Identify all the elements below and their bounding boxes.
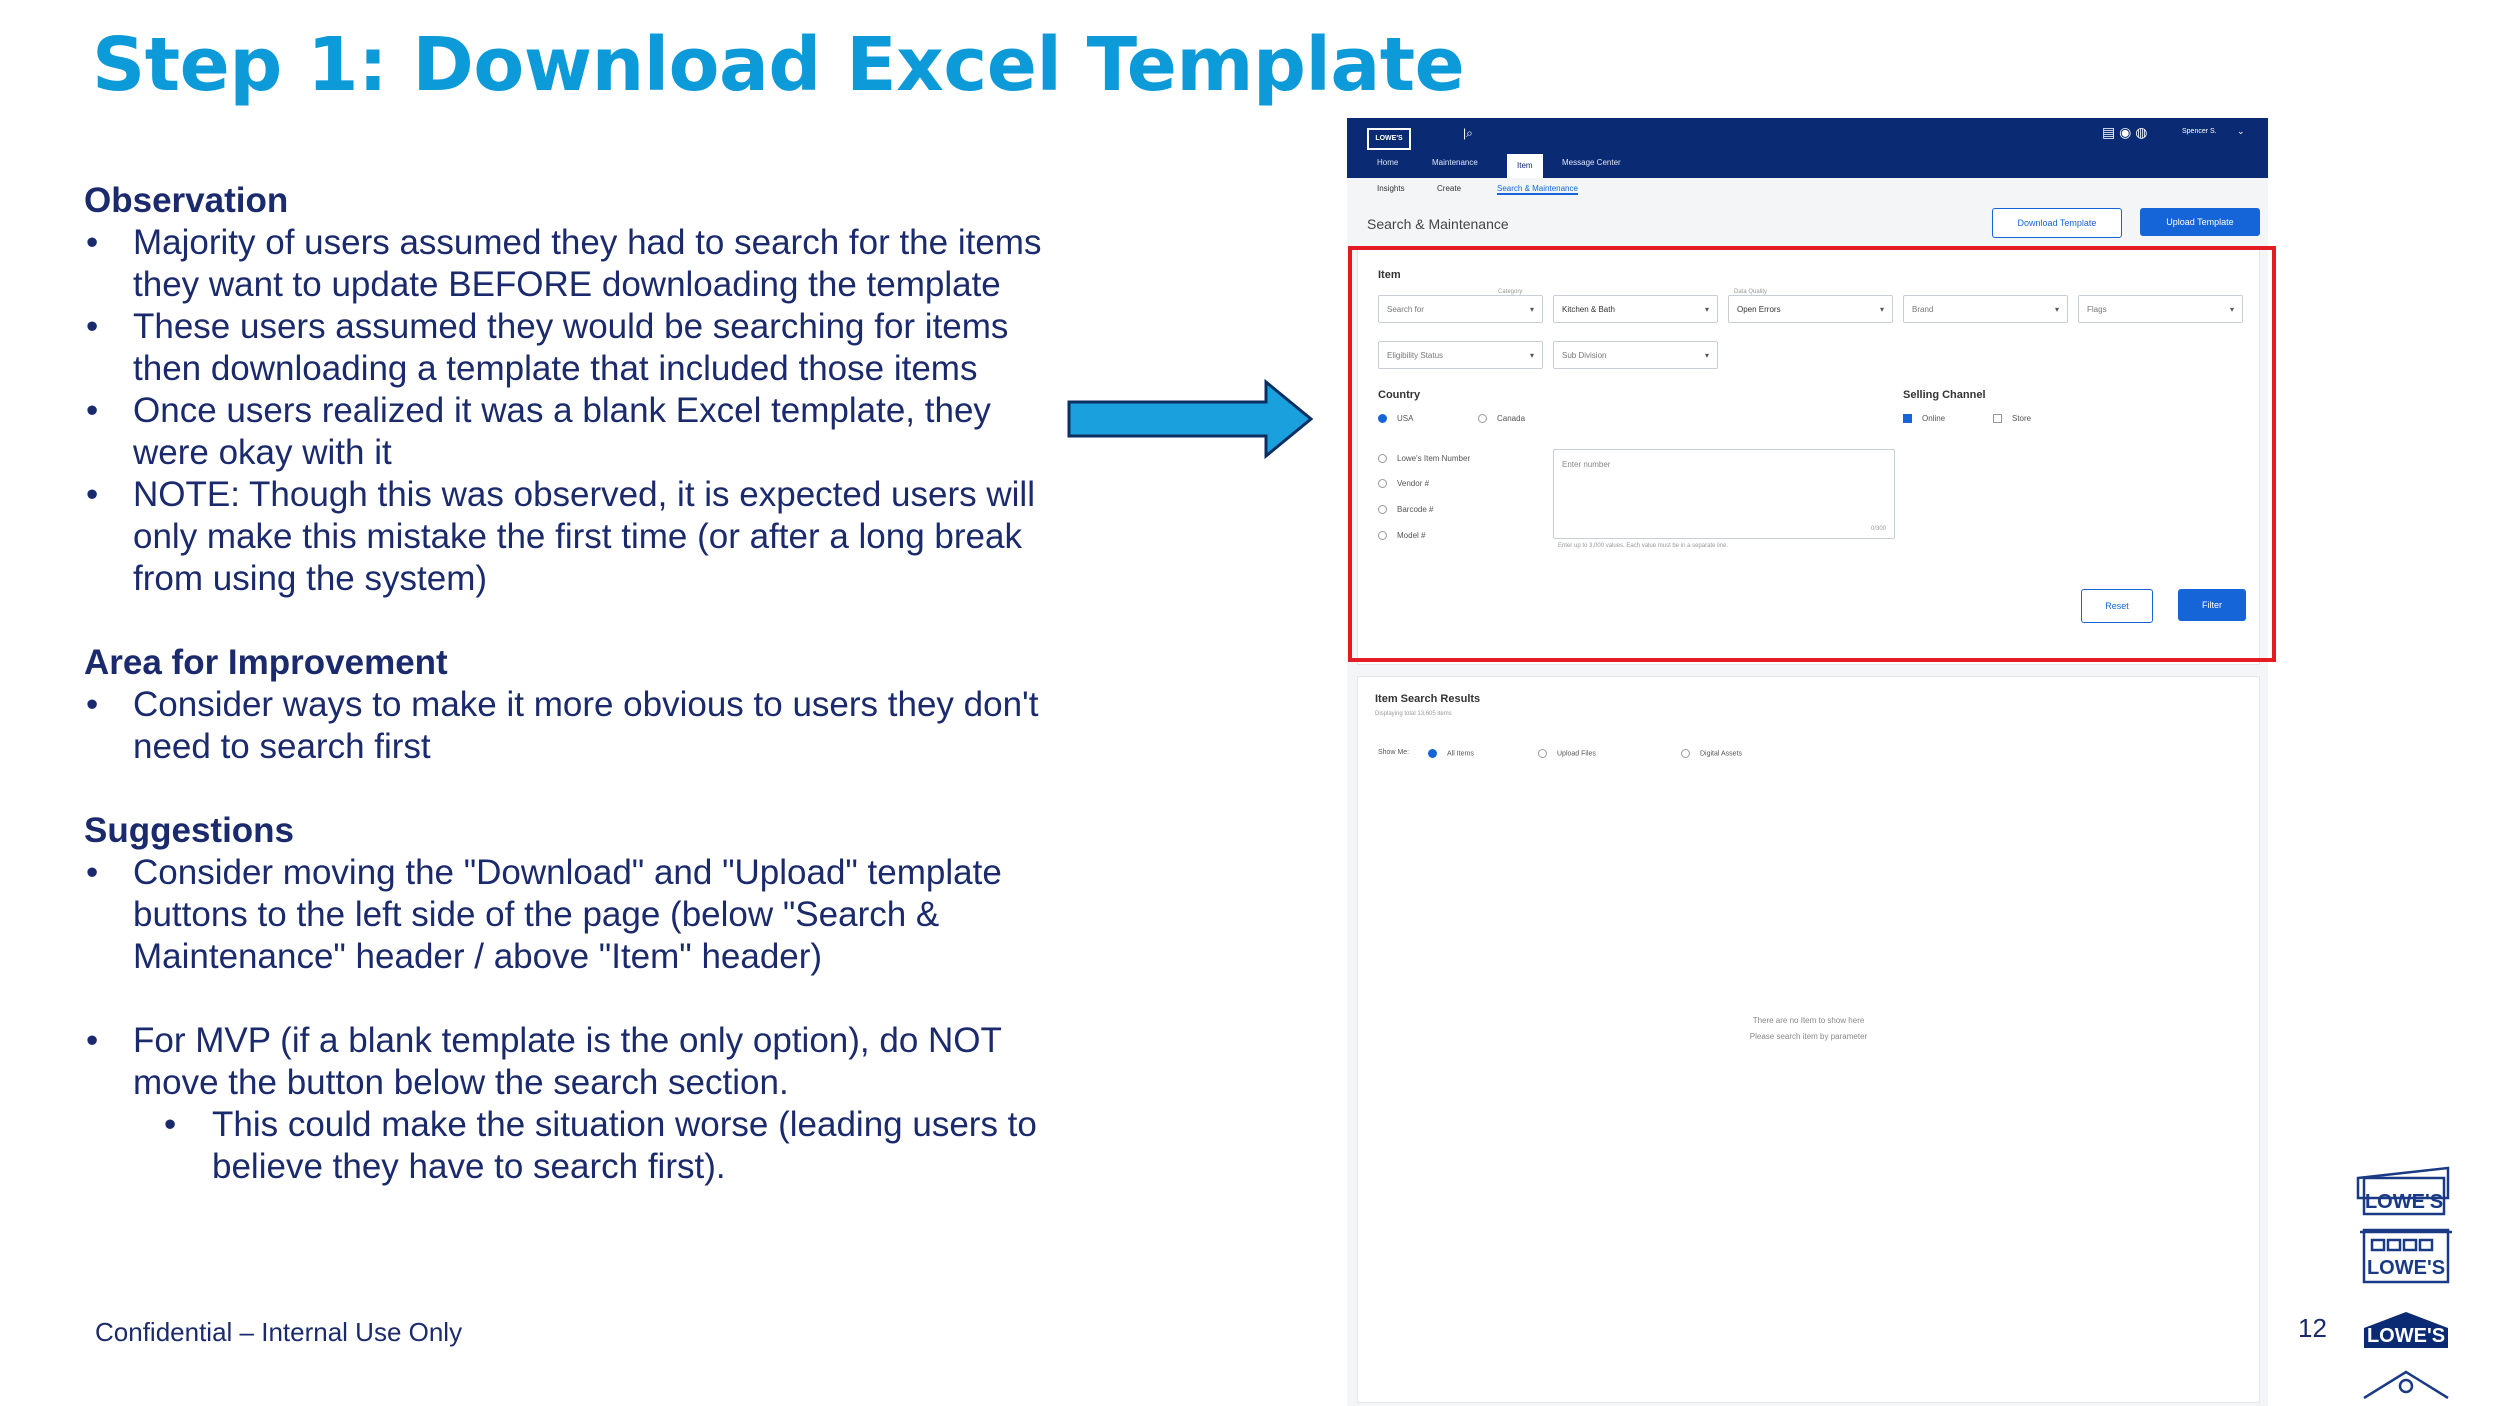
online-checkbox[interactable]: Online <box>1903 414 1945 423</box>
results-count: Displaying total 13,605 items <box>1375 711 1452 717</box>
all-items-radio[interactable]: All Items <box>1428 749 1474 758</box>
confidential-footer: Confidential – Internal Use Only <box>95 1317 463 1347</box>
results-card <box>1357 676 2260 1403</box>
country-usa-radio[interactable]: USA <box>1378 414 1413 423</box>
download-template-button[interactable]: Download Template <box>1992 208 2122 238</box>
list-item: • NOTE: Though this was observed, it is expected users will only make this mistake the first time (or after a long break from using the system) <box>86 475 1035 598</box>
app-topbar <box>1347 118 2268 178</box>
reset-button[interactable]: Reset <box>2081 589 2153 623</box>
list-item: • These users assumed they would be searching for items then downloading a template that included those items <box>86 307 1009 388</box>
page-number: 12 <box>2298 1313 2327 1343</box>
search-icon[interactable]: |⌕ <box>1463 126 1473 140</box>
country-canada-radio[interactable]: Canada <box>1478 414 1525 423</box>
eligibility-status-select[interactable]: Eligibility Status ▾ <box>1378 341 1543 369</box>
brand-select[interactable]: Brand ▾ <box>1903 295 2068 323</box>
upload-files-radio[interactable]: Upload Files <box>1538 749 1596 758</box>
selling-channel-label: Selling Channel <box>1903 389 1986 401</box>
list-item: • Consider ways to make it more obvious to users they don't need to search first <box>86 685 1039 766</box>
vendor-radio[interactable]: Vendor # <box>1378 479 1429 488</box>
lowes-house-logo <box>2364 1372 2448 1398</box>
flags-select[interactable]: Flags ▾ <box>2078 295 2243 323</box>
svg-text:LOWE'S: LOWE'S <box>2364 1191 2444 1213</box>
notification-icon[interactable]: ▤ ◉ ◍ <box>2102 124 2148 140</box>
improvement-heading: Area for Improvement <box>84 643 448 682</box>
empty-state: There are no Item to show here Please search item by parameter <box>1749 1016 1868 1041</box>
lowes-logo: LOWE'S <box>1367 128 1411 150</box>
sub-division-select[interactable]: Sub Division ▾ <box>1553 341 1718 369</box>
observation-heading: Observation <box>84 181 289 220</box>
observation-list <box>84 222 1044 600</box>
model-radio[interactable]: Model # <box>1378 531 1425 540</box>
subnav-insights[interactable]: Insights <box>1377 184 1405 193</box>
user-name[interactable]: Spencer S. <box>2182 128 2217 135</box>
list-item: • For MVP (if a blank template is the only option), do NOT move the button below the search section. <box>86 1021 1002 1102</box>
list-item: • Consider moving the "Download" and "Upload" template buttons to the left side of the page (below "Search & Maintenance" header / above "Item" header) <box>86 853 1002 976</box>
suggestions-heading: Suggestions <box>84 811 295 850</box>
nav-maintenance[interactable]: Maintenance <box>1432 158 1478 167</box>
list-item: • Once users realized it was a blank Excel template, they were okay with it <box>86 391 991 472</box>
data-quality-select[interactable]: Open Errors ▾ <box>1728 295 1893 323</box>
sub-list-item: • This could make the situation worse (leading users to believe they have to search first). <box>164 1105 1037 1186</box>
svg-text:LOWE'S: LOWE'S <box>2366 1257 2446 1279</box>
nav-message-center[interactable]: Message Center <box>1562 158 1621 167</box>
country-label: Country <box>1378 389 1421 401</box>
digital-assets-radio[interactable]: Digital Assets <box>1681 749 1742 758</box>
list-item: • Majority of users assumed they had to search for the items they want to update BEFORE downloading the template <box>86 223 1042 304</box>
suggestions-list <box>84 852 1044 978</box>
barcode-radio[interactable]: Barcode # <box>1378 505 1433 514</box>
nav-item[interactable]: Item <box>1507 154 1543 178</box>
search-for-select[interactable]: Search for ▾ <box>1378 295 1543 323</box>
category-select[interactable]: Kitchen & Bath ▾ <box>1553 295 1718 323</box>
slide-title: Step 1: Download Excel Template <box>92 22 1465 108</box>
show-me-label: Show Me: <box>1378 749 1410 756</box>
nav-home[interactable]: Home <box>1377 158 1399 167</box>
upload-template-button[interactable]: Upload Template <box>2140 208 2260 236</box>
lowes-logos <box>2350 1160 2470 1406</box>
suggestions-list-2 <box>84 1020 1044 1188</box>
category-caption: Category <box>1498 289 1523 295</box>
results-label: Item Search Results <box>1375 693 1481 705</box>
textarea-placeholder: Enter number <box>1562 460 1611 469</box>
notes-column <box>84 180 1044 1188</box>
filter-button[interactable]: Filter <box>2178 589 2246 621</box>
data-quality-caption: Data Quality <box>1734 289 1768 295</box>
page-title: Search & Maintenance <box>1367 216 1509 232</box>
textarea-count: 0/300 <box>1870 526 1886 532</box>
store-checkbox[interactable]: Store <box>1993 414 2031 423</box>
improvement-list <box>84 684 1044 768</box>
highlight-box <box>1348 246 2276 662</box>
item-number-radio[interactable]: Lowe's Item Number <box>1378 454 1470 463</box>
right-arrow-icon <box>1066 378 1316 460</box>
svg-text:LOWE'S: LOWE'S <box>2366 1325 2446 1347</box>
textarea-hint: Enter up to 3,000 values. Each value must be in a separate line. <box>1558 543 1729 549</box>
chevron-down-icon[interactable]: ⌄ <box>2237 126 2245 136</box>
subnav-search-maintenance[interactable]: Search & Maintenance <box>1497 184 1578 193</box>
item-label: Item <box>1378 269 1401 281</box>
subnav-create[interactable]: Create <box>1437 184 1462 193</box>
